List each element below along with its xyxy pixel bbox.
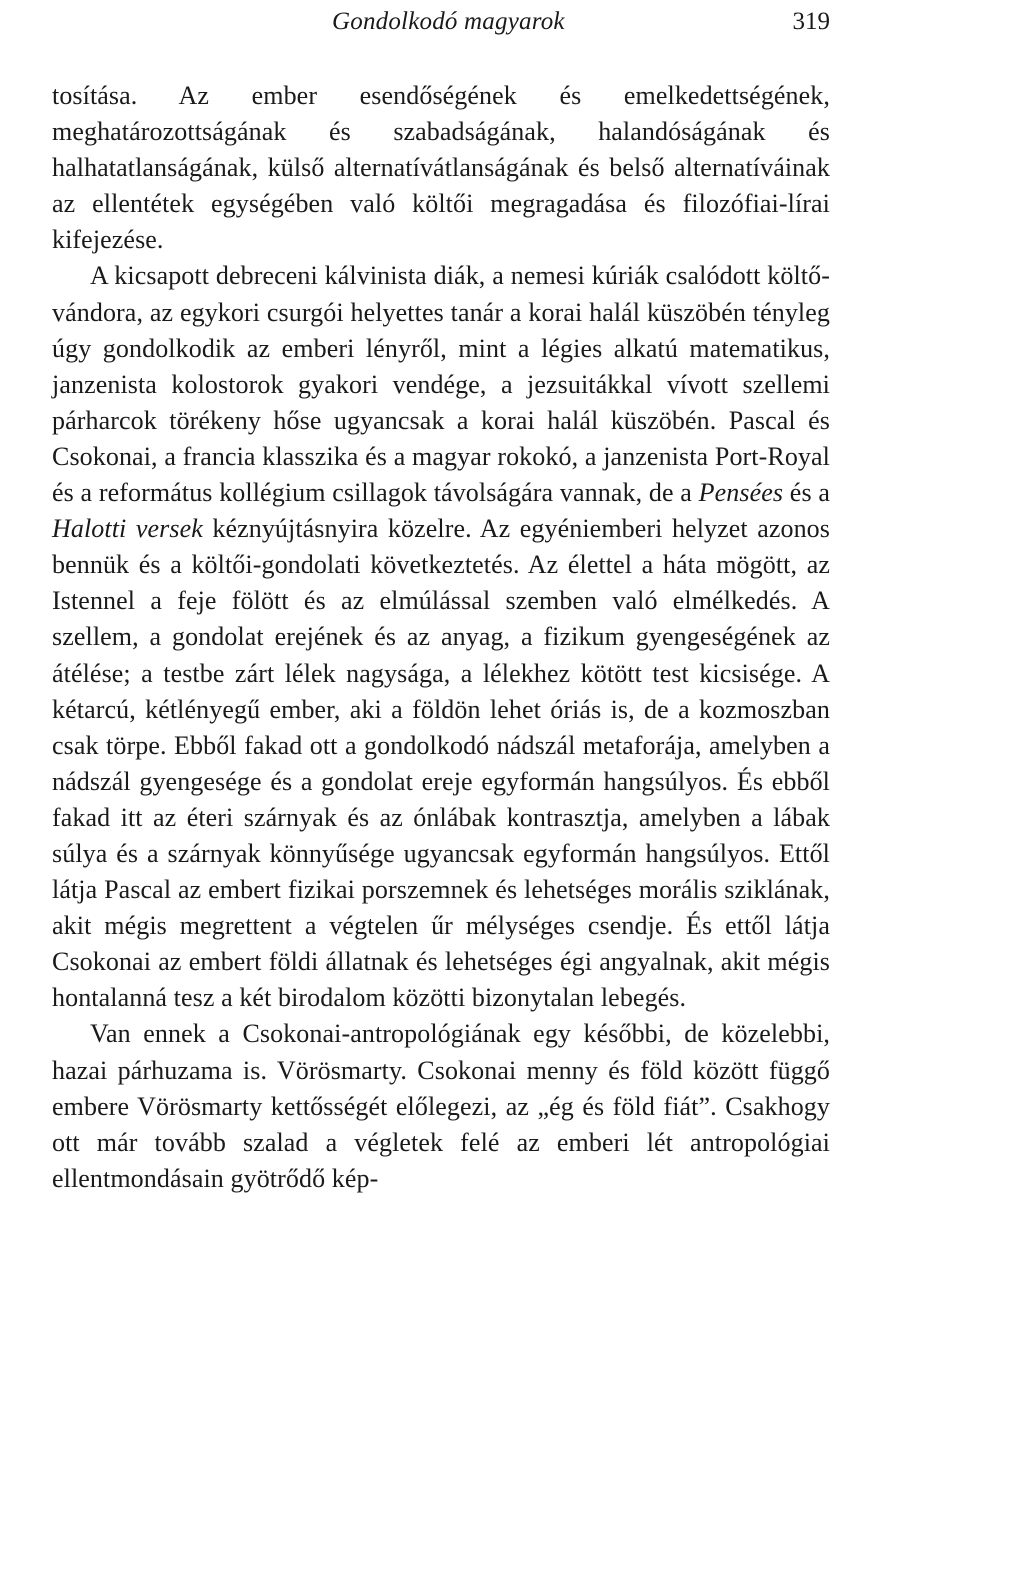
book-page (52, 0, 830, 1197)
page-number: 319 (792, 8, 830, 35)
running-head (52, 0, 830, 60)
paragraph-1 (52, 78, 830, 258)
running-title: Gondolkodó magyarok (332, 8, 565, 35)
paragraph-2-text-b: és a (783, 478, 831, 508)
paragraph-2-text-a: A kicsapott debreceni kálvinista diák, a nemesi kúriák csalódott költő-vándora, az egykori csurgói helyettes tanár a korai halál küszöbén tényleg úgy gondolkodik az emberi lényről, mint a légies alkatú matematikus, janzenista kolostorok gyakori vendége, a jezsuitákkal vívott szellemi párharcok törékeny hőse ugyancsak a korai halál küszöbén. Pascal és Csokonai, a francia klasszika és a magyar rokokó, a janzenista Port-Royal és a református kollégium csillagok távolságára vannak, de a (52, 261, 830, 508)
paragraph-2 (52, 258, 830, 1016)
paragraph-3-text: Van ennek a Csokonai-antropológiának egy későbbi, de közelebbi, hazai párhuzama is. Vörösmarty. Csokonai menny és föld között függő embere Vörösmarty kettősségét előlegezi, az „ég és föld fiát”. Csakhogy ott már tovább szalad a végletek felé az emberi lét antropológiai ellentmondásain gyötrődő kép- (52, 1019, 830, 1193)
paragraph-3 (52, 1016, 830, 1196)
title-halotti-versek: Halotti versek (52, 514, 203, 544)
paragraph-1-text: tosítása. Az ember esendőségének és emelkedettségének, meghatározottságának és szabadságának, halandóságának és halhatatlanságának, külső alternatívátlanságának és belső alternatíváinak az ellentétek egységében való költői megragadása és filozófiai-lírai kifejezése. (52, 81, 830, 255)
paragraph-2-text-c: kéznyújtásnyira közelre. Az egyéniemberi helyzet azonos bennük és a költői-gondolati következtetés. Az élettel a háta mögött, az Istennel a feje fölött és az elmúlással szemben való elmélkedés. A szellem, a gondolat erejének és az anyag, a fizikum gyengeségének az átélése; a testbe zárt lélek nagysága, a lélekhez kötött test kicsisége. A kétarcú, kétlényegű ember, aki a földön lehet óriás is, de a kozmoszban csak törpe. Ebből fakad ott a gondolkodó nádszál metaforája, amelyben a nádszál gyengesége és a gondolat ereje egyformán hangsúlyos. És ebből fakad itt az éteri szárnyak és az ónlábak kontrasztja, amelyben a lábak súlya és a szárnyak könnyűsége ugyancsak egyformán hangsúlyos. Ettől látja Pascal az embert fizikai porszemnek és lehetséges morális sziklának, akit mégis megrettent a végtelen űr mélységes csendje. És ettől látja Csokonai az embert földi állatnak és lehetséges égi angyalnak, akit mégis hontalanná tesz a két birodalom közötti bizonytalan lebegés. (52, 514, 830, 1013)
title-pensees: Pensées (698, 478, 784, 508)
body-text (52, 78, 830, 1197)
